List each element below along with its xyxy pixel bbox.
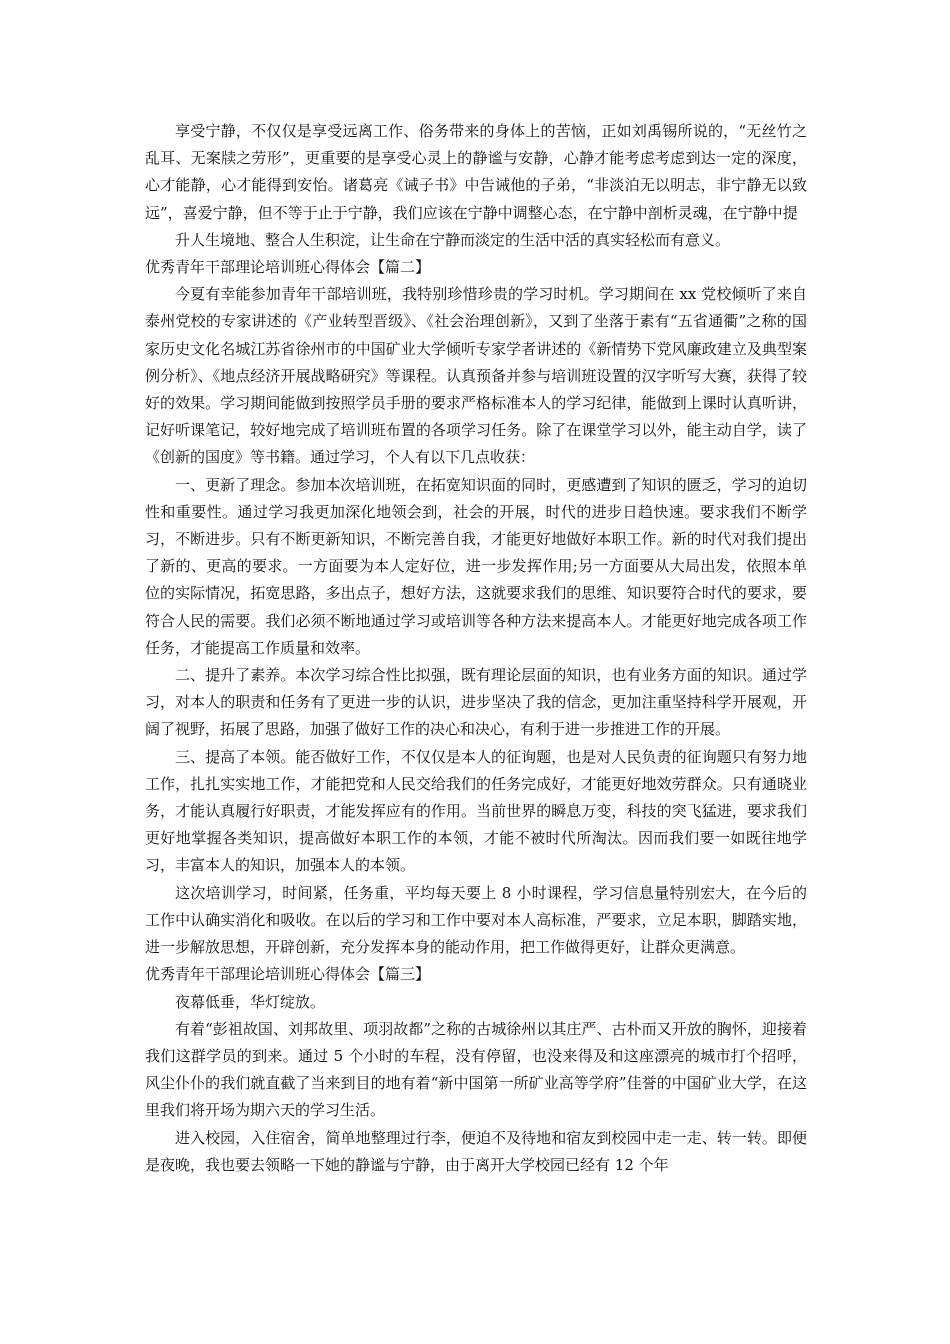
paragraph: 升人生境地、整合人生积淀，让生命在宁静而淡定的生活中活的真实轻松而有意义。 [175,230,731,249]
section-heading: 优秀青年干部理论培训班心得体会【篇二】 [145,258,431,277]
paragraph: 享受宁静，不仅仅是享受远离工作、俗务带来的身体上的苦恼，正如刘禹锡所说的，“无丝竹之乱耳、无案牍之劳形”，更重要的是享受心灵上的静谧与安静，心静才能考虑考虑到达一定的深度，心才能静，心才能得到安怡。诸葛亮《诫子书》中告诫他的子弟，“非淡泊无以明志，非宁静无以致远”，喜爱宁静，但不等于止于宁静，我们应该在宁静中调整心态，在宁静中剖析灵魂，在宁静中提 [145,122,807,222]
document-page [145,118,807,1179]
section-heading: 优秀青年干部理论培训班心得体会【篇三】 [145,965,431,984]
paragraph: 一、更新了理念。参加本次培训班，在拓宽知识面的同时，更感遭到了知识的匮乏，学习的迫切性和重要性。通过学习我更加深化地领会到，社会的开展，时代的进步日趋快速。要求我们不断学习，不断进步。只有不断更新知识，不断完善自我，才能更好地做好本职工作。新的时代对我们提出了新的、更高的要求。一方面要为本人定好位，进一步发挥作用;另一方面要从大局出发，依照本单位的实际情况，拓宽思路，多出点子，想好方法，这就要求我们的思维、知识要符合时代的要求，要符合人民的需要。我们必须不断地通过学习或培训等各种方法来提高本人。才能更好地完成各项工作任务，才能提高工作质量和效率。 [145,475,807,657]
paragraph: 有着“彭祖故国、刘邦故里、项羽故都”之称的古城徐州以其庄严、古朴而又开放的胸怀，迎接着我们这群学员的到来。通过 5 个小时的车程，没有停留，也没来得及和这座漂亮的城市打个招呼，风尘仆仆的我们就直截了当来到目的地有着“新中国第一所矿业高等学府”佳誉的中国矿业大学，在这里我们将开场为期六天的学习生活。 [145,1019,807,1120]
paragraph: 二、提升了素养。本次学习综合性比拟强，既有理论层面的知识，也有业务方面的知识。通过学习，对本人的职责和任务有了更进一步的认识，进步坚决了我的信念，更加注重坚持科学开展观，开阔了视野，拓展了思路，加强了做好工作的决心和决心，有利于进一步推进工作的开展。 [145,666,807,739]
paragraph: 三、提高了本领。能否做好工作，不仅仅是本人的征询题，也是对人民负责的征询题只有努力地工作，扎扎实实地工作，才能把党和人民交给我们的任务完成好，才能更好地效劳群众。只有通晓业务，才能认真履行好职责，才能发挥应有的作用。当前世界的瞬息万变，科技的突飞猛进，要求我们更好地掌握各类知识，提高做好本职工作的本领，才能不被时代所淘汰。因而我们要一如既往地学习，丰富本人的知识，加强本人的本领。 [145,747,807,875]
paragraph: 这次培训学习，时间紧，任务重，平均每天要上 8 小时课程，学习信息量特别宏大，在今后的工作中认确实消化和吸收。在以后的学习和工作中要对本人高标准，严要求，立足本职，脚踏实地，进一步解放思想，开辟创新，充分发挥本身的能动作用，把工作做得更好，让群众更满意。 [145,883,807,957]
paragraph: 夜幕低垂，华灯绽放。 [175,992,326,1011]
paragraph: 进入校园，入住宿舍，简单地整理过行李，便迫不及待地和宿友到校园中走一走、转一转。即便是夜晚，我也要去领略一下她的静谧与宁静，由于离开大学校园已经有 12 个年 [145,1128,807,1174]
paragraph: 今夏有幸能参加青年干部培训班，我特别珍惜珍贵的学习时机。学习期间在 xx 党校倾听了来自泰州党校的专家讲述的《产业转型晋级》、《社会治理创新》，又到了坐落于素有“五省通衢”之称的国家历史文化名城江苏省徐州市的中国矿业大学倾听专家学者讲述的《新情势下党风廉政建立及典型案例分析》、《地点经济开展战略研究》等课程。认真预备并参与培训班设置的汉字听写大赛，获得了较好的效果。学习期间能做到按照学员手册的要求严格标准本人的学习纪律，能做到上课时认真听讲，记好听课笔记，较好地完成了培训班布置的各项学习任务。除了在课堂学习以外，能主动自学，读了《创新的国度》等书籍。通过学习，个人有以下几点收获： [145,285,807,467]
